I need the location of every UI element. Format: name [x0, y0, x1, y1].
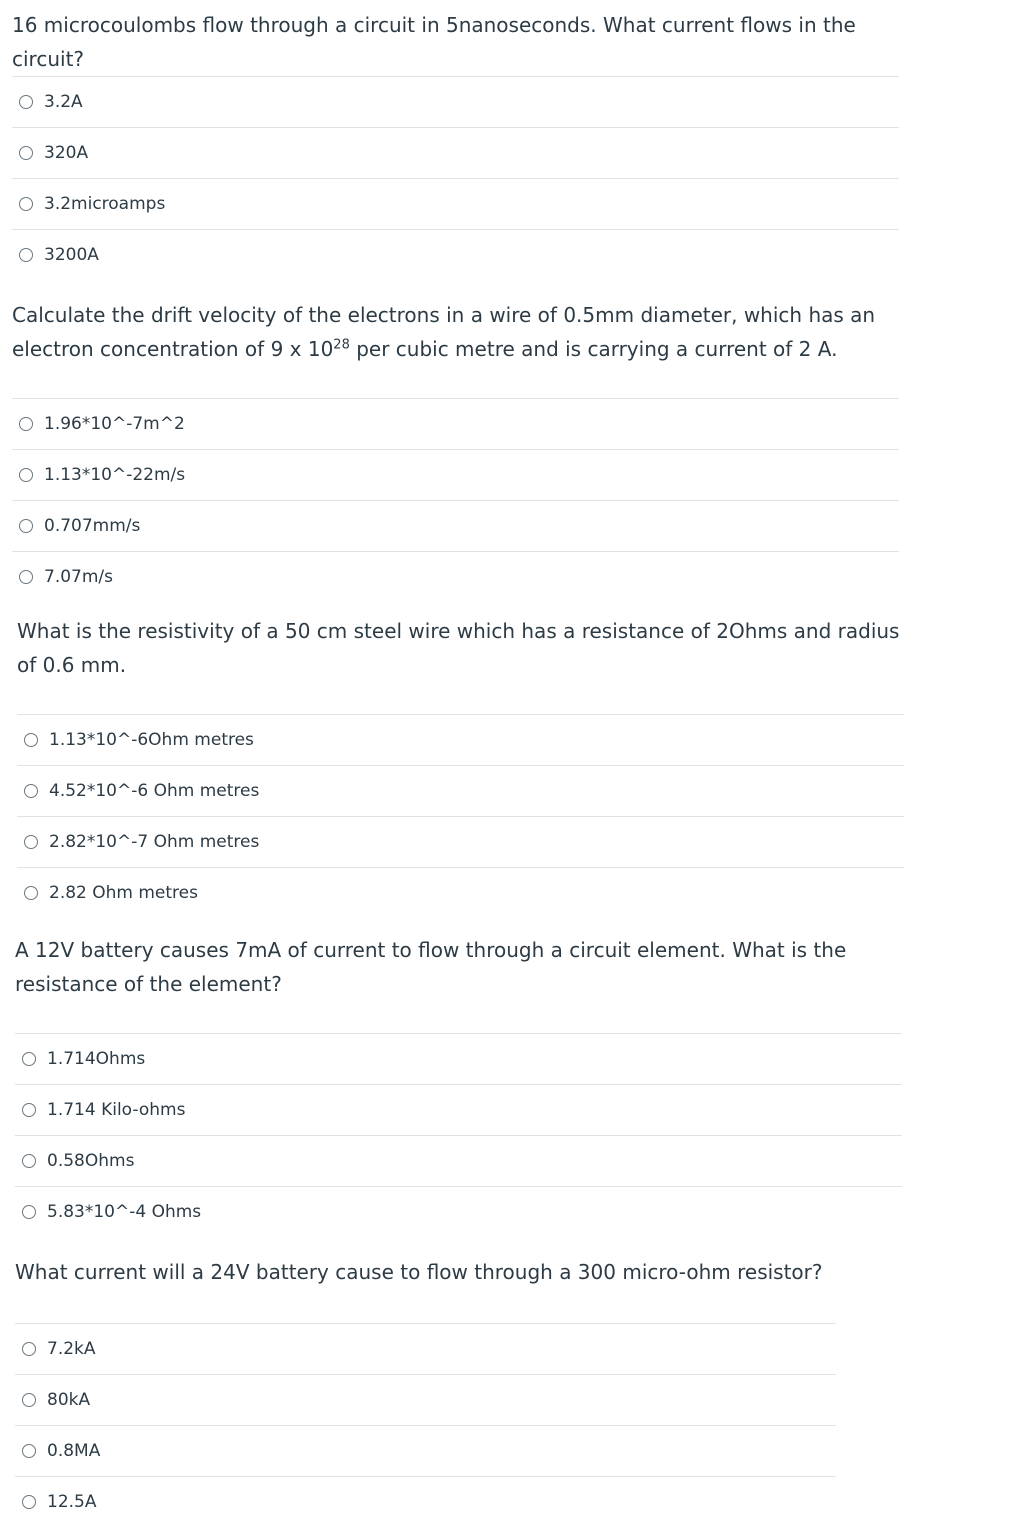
answer-label: 5.83*10^-4 Ohms [47, 1202, 202, 1222]
question-5 [15, 1255, 910, 1289]
answer-label: 7.07m/s [44, 567, 113, 587]
answer-option[interactable] [15, 1375, 836, 1426]
answer-option[interactable] [12, 179, 899, 230]
answer-option[interactable] [17, 868, 904, 918]
answer-label: 3.2A [44, 92, 83, 112]
answer-label: 0.707mm/s [44, 516, 141, 536]
question-1 [12, 8, 902, 76]
answer-option[interactable] [15, 1136, 902, 1187]
answer-label: 12.5A [47, 1492, 97, 1512]
answer-label: 1.96*10^-7m^2 [44, 414, 185, 434]
question-4-text: A 12V battery causes 7mA of current to flow through a circuit element. What is the resistance of the element? [15, 938, 847, 996]
answer-label: 7.2kA [47, 1339, 96, 1359]
answer-label: 320A [44, 143, 89, 163]
radio-button[interactable] [22, 1103, 36, 1117]
answer-label: 3.2microamps [44, 194, 166, 214]
radio-button[interactable] [19, 197, 33, 211]
radio-button[interactable] [24, 835, 38, 849]
radio-button[interactable] [24, 784, 38, 798]
question-2-text-part: per cubic metre and is carrying a current of 2 A. [349, 337, 838, 361]
question-2-text-part: Calculate the drift velocity of the electrons in a wire of 0.5mm diameter, which has an electron concentration of 9 x 10 [12, 303, 876, 361]
answer-option[interactable] [15, 1034, 902, 1085]
radio-button[interactable] [19, 248, 33, 262]
radio-button[interactable] [19, 95, 33, 109]
question-1-answers [12, 76, 899, 280]
answer-label: 4.52*10^-6 Ohm metres [49, 781, 260, 801]
answer-option[interactable] [17, 817, 904, 868]
question-4-answers [15, 1033, 902, 1237]
answer-label: 2.82*10^-7 Ohm metres [49, 832, 260, 852]
answer-option[interactable] [12, 450, 899, 501]
radio-button[interactable] [22, 1154, 36, 1168]
answer-option[interactable] [12, 552, 899, 602]
answer-label: 1.714Ohms [47, 1049, 146, 1069]
question-5-text: What current will a 24V battery cause to flow through a 300 micro-ohm resistor? [15, 1260, 823, 1284]
radio-button[interactable] [22, 1393, 36, 1407]
answer-label: 3200A [44, 245, 99, 265]
radio-button[interactable] [22, 1444, 36, 1458]
answer-option[interactable] [15, 1477, 836, 1527]
question-2 [12, 298, 912, 366]
question-3 [17, 614, 912, 682]
question-2-answers [12, 398, 899, 602]
answer-option[interactable] [17, 715, 904, 766]
radio-button[interactable] [22, 1205, 36, 1219]
question-5-answers [15, 1323, 836, 1527]
answer-option[interactable] [12, 128, 899, 179]
answer-label: 2.82 Ohm metres [49, 883, 198, 903]
radio-button[interactable] [19, 417, 33, 431]
radio-button[interactable] [22, 1495, 36, 1509]
radio-button[interactable] [19, 519, 33, 533]
radio-button[interactable] [24, 733, 38, 747]
question-2-text [12, 298, 912, 366]
radio-button[interactable] [19, 570, 33, 584]
question-3-text: What is the resistivity of a 50 cm steel wire which has a resistance of 2Ohms and radius of 0.6 mm. [17, 619, 900, 677]
answer-option[interactable] [12, 230, 899, 280]
answer-option[interactable] [15, 1085, 902, 1136]
question-4 [15, 933, 910, 1001]
radio-button[interactable] [22, 1342, 36, 1356]
question-1-text: 16 microcoulombs flow through a circuit in 5nanoseconds. What current flows in the circuit? [12, 13, 856, 71]
exponent: 28 [333, 337, 350, 353]
answer-label: 1.714 Kilo-ohms [47, 1100, 186, 1120]
answer-label: 0.8MA [47, 1441, 101, 1461]
answer-option[interactable] [17, 766, 904, 817]
answer-option[interactable] [15, 1426, 836, 1477]
answer-label: 1.13*10^-6Ohm metres [49, 730, 254, 750]
answer-option[interactable] [12, 399, 899, 450]
answer-label: 80kA [47, 1390, 91, 1410]
question-3-answers [17, 714, 904, 918]
answer-option[interactable] [15, 1187, 902, 1237]
radio-button[interactable] [19, 146, 33, 160]
answer-option[interactable] [15, 1324, 836, 1375]
radio-button[interactable] [19, 468, 33, 482]
answer-option[interactable] [12, 501, 899, 552]
answer-label: 1.13*10^-22m/s [44, 465, 186, 485]
radio-button[interactable] [24, 886, 38, 900]
answer-option[interactable] [12, 77, 899, 128]
radio-button[interactable] [22, 1052, 36, 1066]
answer-label: 0.58Ohms [47, 1151, 135, 1171]
